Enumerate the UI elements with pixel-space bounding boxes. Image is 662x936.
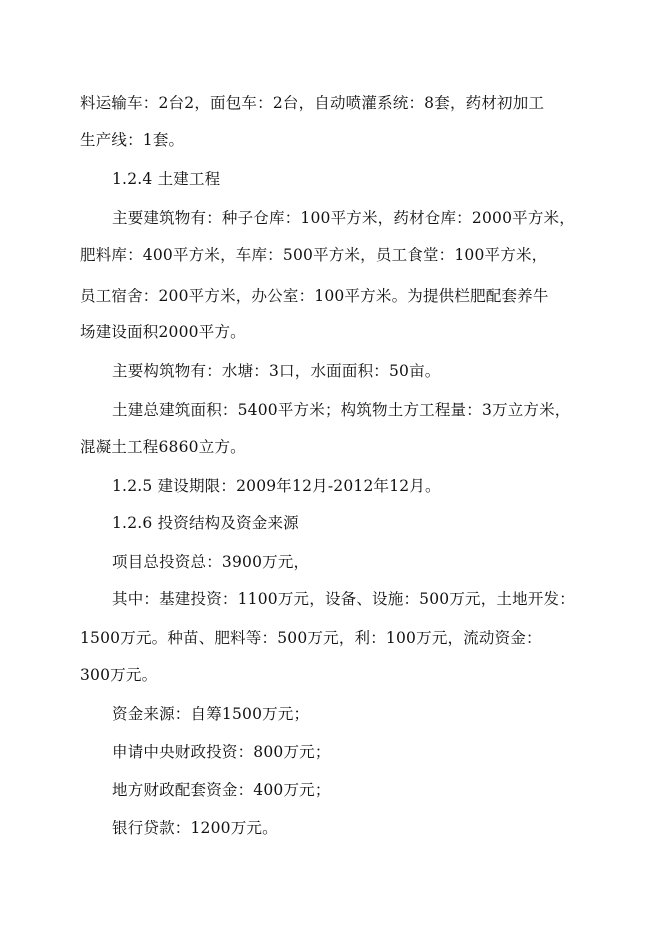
paragraph-line: 地方财政配套资金：400万元；	[112, 781, 331, 799]
paragraph-line: 其中：基建投资：1100万元，设备、设施：500万元，土地开发：	[112, 590, 575, 608]
paragraph-line: 300万元。	[80, 666, 158, 684]
paragraph-line: 资金来源：自筹1500万元；	[112, 705, 310, 723]
paragraph-line: 1500万元。种苗、肥料等：500万元，利：100万元，流动资金：	[80, 629, 542, 647]
paragraph-line: 土建总建筑面积：5400平方米；构筑物土方工程量：3万立方米，	[112, 401, 571, 419]
paragraph-line: 场建设面积2000平方。	[80, 323, 246, 341]
paragraph-line: 料运输车：2台2，面包车：2台，自动喷灌系统：8套，药材初加工	[80, 94, 545, 112]
paragraph-line: 申请中央财政投资：800万元；	[112, 743, 331, 761]
paragraph-line: 混凝土工程6860立方。	[80, 438, 246, 456]
paragraph-line: 银行贷款：1200万元。	[112, 819, 278, 837]
paragraph-line: 主要构筑物有：水塘：3口，水面面积：50亩。	[112, 362, 441, 380]
paragraph-line: 员工宿舍：200平方米，办公室：100平方米。为提供栏肥配套养牛	[80, 287, 549, 305]
paragraph-line: 项目总投资总：3900万元，	[112, 553, 310, 571]
paragraph-line: 主要建筑物有：种子仓库：100平方米，药材仓库：2000平方米，	[112, 209, 575, 227]
section-heading-1-2-6: 1.2.6 投资结构及资金来源	[112, 514, 299, 532]
paragraph-line: 生产线：1套。	[80, 131, 185, 149]
section-heading-1-2-4: 1.2.4 土建工程	[112, 170, 221, 188]
paragraph-line: 肥料库：400平方米，车库：500平方米，员工食堂：100平方米，	[80, 246, 548, 264]
section-heading-1-2-5: 1.2.5 建设期限：2009年12月-2012年12月。	[112, 477, 441, 495]
